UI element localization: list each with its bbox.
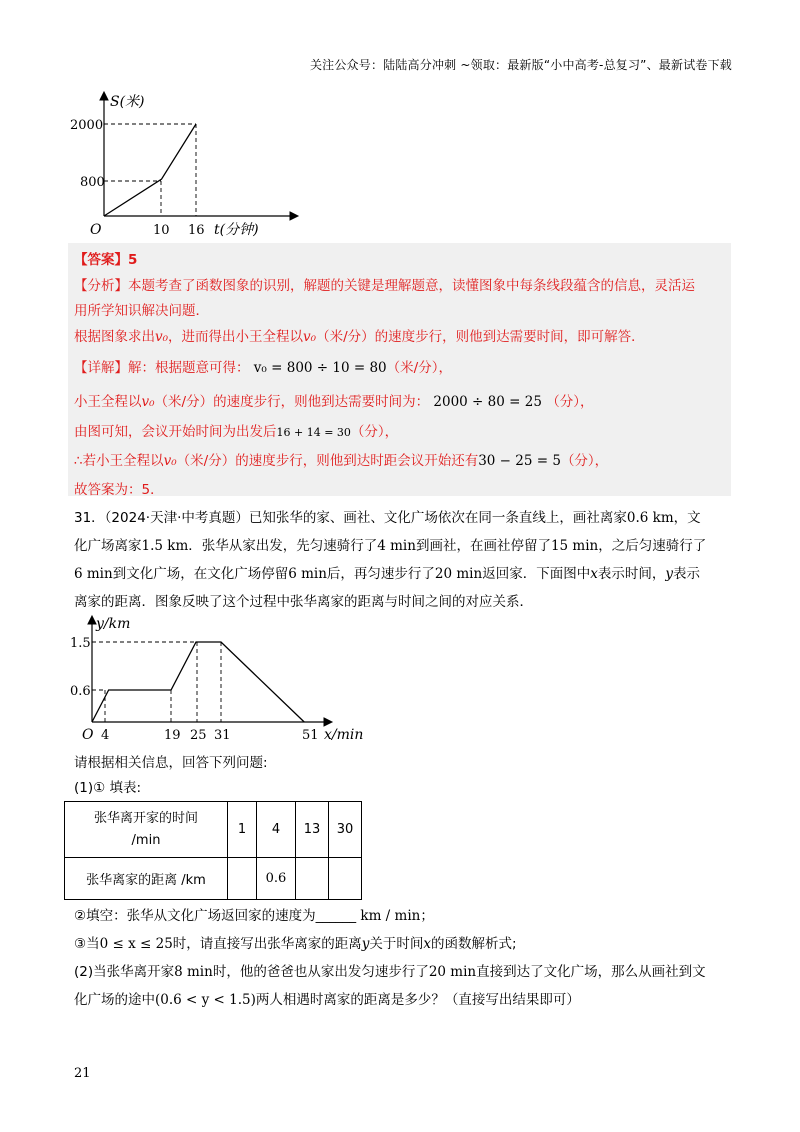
answer-line: 【答案】5 <box>74 252 138 268</box>
question-line-4: 离家的距离．图象反映了这个过程中张华离家的距离与时间之间的对应关系． <box>74 594 533 610</box>
analysis-line-2: 用所学知识解决问题． <box>74 303 209 319</box>
table-cell: 13 <box>296 802 329 858</box>
graph2-y-label: y/km <box>96 616 131 632</box>
fill-table <box>64 801 362 900</box>
graph1-line <box>104 124 196 216</box>
sub-part-1: (1)① 填表: <box>74 780 142 796</box>
graph1-x-label: t(分钟) <box>214 222 259 238</box>
table-cell <box>228 858 257 900</box>
graph1-x-tick-10: 10 <box>153 223 170 238</box>
graph2-x-tick-19: 19 <box>164 728 181 743</box>
graph2-x-tick-51: 51 <box>302 728 319 743</box>
graph1-x-tick-16: 16 <box>188 223 205 238</box>
graph2-x-tick-4: 4 <box>101 728 110 743</box>
sub-intro: 请根据相关信息，回答下列问题: <box>74 755 268 771</box>
question-line-2: 化广场离家1.5 km．张华从家出发，先匀速骑行了4 min到画社，在画社停留了15 min，之后匀速骑行了 <box>74 538 707 554</box>
question-line-3: 6 min到文化广场，在文化广场停留6 min后，再匀速步行了20 min返回家．下面图中x表示时间，y表示 <box>74 566 700 582</box>
graph2-x-tick-25: 25 <box>190 728 207 743</box>
table-row <box>65 802 362 858</box>
sub-part-3: ③当0 ≤ x ≤ 25时，请直接写出张华离家的距离y关于时间x的函数解析式; <box>74 936 517 952</box>
table-cell <box>296 858 329 900</box>
detail-line-3: 由图可知，会议开始时间为出发后16 + 14 = 30（分）， <box>74 424 399 440</box>
sub-part-4: (2)当张华离开家8 min时，他的爸爸也从家出发匀速步行了20 min直接到达了文化广场，那么从画社到文 <box>74 964 706 980</box>
table-cell: 4 <box>257 802 296 858</box>
page-header: 关注公众号：陆陆高分冲刺 ~领取：最新版“小中高考-总复习”、最新试卷下载 <box>309 58 732 72</box>
question-line-1: 31．（2024·天津·中考真题）已知张华的家、画社、文化广场依次在同一条直线上，画社离家0.6 km，文 <box>74 510 701 526</box>
table-cell: 30 <box>329 802 362 858</box>
distance-time-graph-1 <box>68 88 308 243</box>
detail-line-1: 【详解】解：根据题意可得： v₀ = 800 ÷ 10 = 80（米/分）， <box>74 360 452 376</box>
graph1-y-tick-2000: 2000 <box>70 118 104 133</box>
table-cell: 0.6 <box>257 858 296 900</box>
graph2-line <box>92 642 304 722</box>
graph2-x-tick-31: 31 <box>214 728 231 743</box>
table-cell <box>329 858 362 900</box>
table-header-time: 张华离开家的时间 /min <box>65 802 228 858</box>
distance-time-graph-2 <box>68 612 368 747</box>
analysis-line-1: 【分析】本题考查了函数图象的识别，解题的关键是理解题意，读懂图象中每条线段蕴含的信息，灵活运 <box>74 278 695 294</box>
graph1-y-label: S(米) <box>110 94 145 110</box>
table-header-distance: 张华离家的距离 /km <box>65 858 228 900</box>
sub-part-2: ②填空：张华从文化广场返回家的速度为______ km / min； <box>74 908 434 924</box>
graph1-y-tick-800: 800 <box>80 175 105 190</box>
graph1-origin: O <box>90 222 102 238</box>
analysis-line-3: 根据图象求出v₀，进而得出小王全程以v₀（米/分）的速度步行，则他到达需要时间，即可解答． <box>74 329 645 345</box>
graph2-y-tick-1.5: 1.5 <box>70 636 91 651</box>
table-cell: 1 <box>228 802 257 858</box>
table-row <box>65 858 362 900</box>
graph2-origin: O <box>82 727 94 743</box>
detail-line-5: 故答案为：5． <box>74 482 164 498</box>
page-number: 21 <box>74 1066 91 1081</box>
detail-line-2: 小王全程以v₀（米/分）的速度步行，则他到达需要时间为： 2000 ÷ 80 = 25 （分）， <box>74 394 594 410</box>
graph2-y-tick-0.6: 0.6 <box>70 684 91 699</box>
graph2-x-label: x/min <box>324 727 364 743</box>
detail-line-4: ∴若小王全程以v₀（米/分）的速度步行，则他到达时距会议开始还有30 − 25 = 5（分）， <box>74 453 609 469</box>
sub-part-5: 化广场的途中(0.6 < y < 1.5)两人相遇时离家的距离是多少？（直接写出结果即可） <box>74 992 580 1008</box>
